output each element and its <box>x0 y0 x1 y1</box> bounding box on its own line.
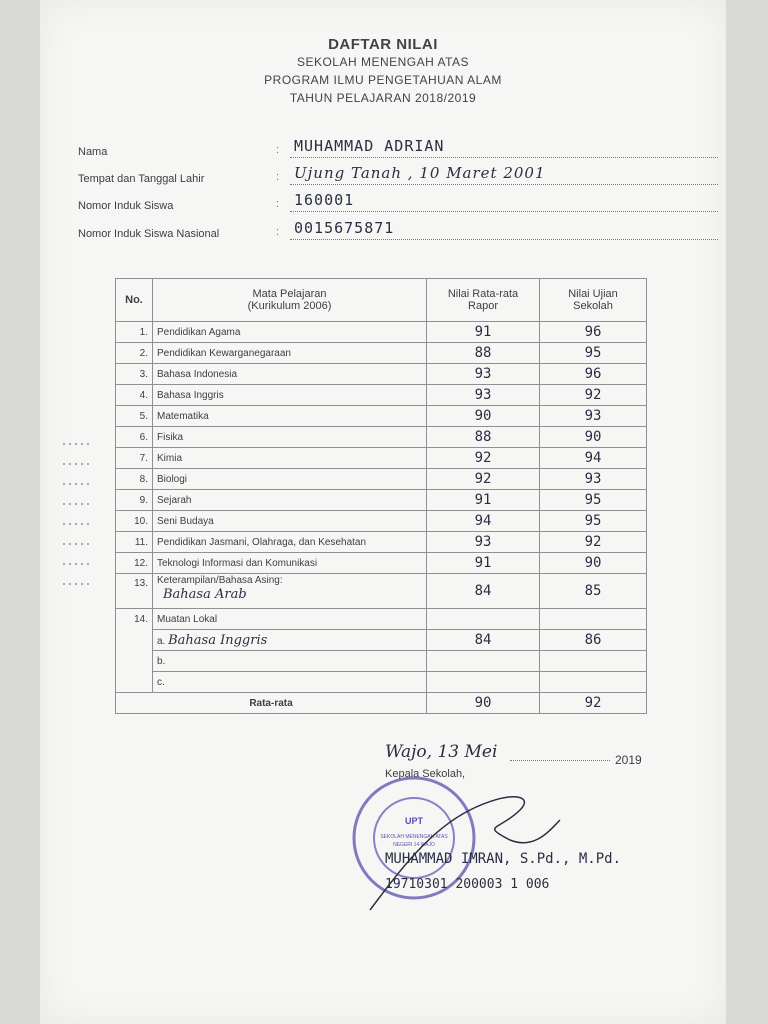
row-number: 5. <box>116 406 153 427</box>
dotted-line <box>290 239 718 240</box>
table-row <box>116 511 647 532</box>
table-row-14b <box>116 651 647 672</box>
sub-prefix: a. <box>157 635 166 647</box>
academic-year: TAHUN PELAJARAN 2018/2019 <box>289 91 477 105</box>
table-row <box>116 406 647 427</box>
exam-value: 93 <box>540 469 647 490</box>
table-row-average <box>116 693 647 714</box>
program-name: PROGRAM ILMU PENGETAHUAN ALAM <box>264 73 502 87</box>
row-number: 8. <box>116 469 153 490</box>
header-rapor-line2: Rapor <box>468 300 498 312</box>
subject-label: Keterampilan/Bahasa Asing: <box>157 575 283 586</box>
identity-row-name <box>78 138 688 158</box>
subject-name: Pendidikan Agama <box>153 322 427 343</box>
exam-value: 95 <box>540 511 647 532</box>
exam-value: 95 <box>540 490 647 511</box>
row-number: 7. <box>116 448 153 469</box>
table-row <box>116 469 647 490</box>
subject-name: Teknologi Informasi dan Komunikasi <box>153 553 427 574</box>
rapor-value: 94 <box>427 511 540 532</box>
subject-handwritten: Bahasa Arab <box>163 587 247 602</box>
row-number <box>116 630 153 651</box>
exam-value: 90 <box>540 553 647 574</box>
table-row <box>116 553 647 574</box>
signature-year: 2019 <box>615 753 642 767</box>
exam-value: 96 <box>540 364 647 385</box>
identity-value: 160001 <box>294 191 355 209</box>
rapor-value: 93 <box>427 385 540 406</box>
exam-value: 86 <box>540 630 647 651</box>
subject-name: Kimia <box>153 448 427 469</box>
sub-prefix: c. <box>153 672 427 693</box>
subject-name: Matematika <box>153 406 427 427</box>
signature-place-date: Wajo, 13 Mei <box>385 742 498 762</box>
average-label: Rata-rata <box>116 693 427 714</box>
dotted-line <box>290 184 718 185</box>
table-row <box>116 343 647 364</box>
row-number: 11. <box>116 532 153 553</box>
exam-value <box>540 672 647 693</box>
subject-label: Muatan Lokal <box>153 609 427 630</box>
table-row-13 <box>116 574 647 609</box>
document-title: DAFTAR NILAI <box>328 36 438 53</box>
identity-row-nisn <box>78 220 688 240</box>
dotted-line <box>510 760 610 761</box>
exam-value: 96 <box>540 322 647 343</box>
rapor-value <box>427 651 540 672</box>
subject-name: Bahasa Inggris <box>153 385 427 406</box>
row-number: 4. <box>116 385 153 406</box>
subject-name: Bahasa Indonesia <box>153 364 427 385</box>
exam-value: 85 <box>540 574 647 609</box>
row-number: 14. <box>116 609 153 630</box>
colon: : <box>276 226 280 238</box>
rapor-value: 91 <box>427 322 540 343</box>
header-subject <box>153 279 427 322</box>
dotted-line <box>290 157 718 158</box>
identity-label: Nomor Induk Siswa Nasional <box>78 228 220 240</box>
rapor-value: 92 <box>427 448 540 469</box>
average-rapor: 90 <box>427 693 540 714</box>
rapor-value: 91 <box>427 490 540 511</box>
rapor-value <box>427 672 540 693</box>
subject-name: Fisika <box>153 427 427 448</box>
subject-name: Seni Budaya <box>153 511 427 532</box>
subject-cell <box>153 574 427 609</box>
table-row-14a <box>116 630 647 651</box>
row-number: 3. <box>116 364 153 385</box>
identity-label: Tempat dan Tanggal Lahir <box>78 173 205 185</box>
row-number: 12. <box>116 553 153 574</box>
exam-value: 92 <box>540 532 647 553</box>
table-row <box>116 427 647 448</box>
table-header-row <box>116 279 647 322</box>
row-number: 6. <box>116 427 153 448</box>
table-row <box>116 385 647 406</box>
signature-scribble <box>360 770 570 920</box>
rapor-value: 91 <box>427 553 540 574</box>
exam-value: 93 <box>540 406 647 427</box>
rapor-value: 84 <box>427 630 540 651</box>
header-subject-line2: (Kurikulum 2006) <box>247 300 332 312</box>
subject-handwritten: Bahasa Inggris <box>168 632 268 648</box>
rapor-value: 90 <box>427 406 540 427</box>
row-number: 13. <box>116 574 153 609</box>
rapor-value <box>427 609 540 630</box>
principal-name: MUHAMMAD IMRAN, S.Pd., M.Pd. <box>385 851 622 867</box>
principal-nip: 19710301 200003 1 006 <box>385 877 550 892</box>
row-number <box>116 651 153 672</box>
header-no: No. <box>116 279 153 322</box>
rapor-value: 92 <box>427 469 540 490</box>
table-row <box>116 448 647 469</box>
identity-value: 0015675871 <box>294 219 395 237</box>
row-number: 1. <box>116 322 153 343</box>
grades-table <box>115 278 647 714</box>
identity-value: MUHAMMAD ADRIAN <box>294 137 445 155</box>
rapor-value: 93 <box>427 532 540 553</box>
row-number <box>116 672 153 693</box>
exam-value: 90 <box>540 427 647 448</box>
header-exam-line2: Sekolah <box>573 300 613 312</box>
exam-value <box>540 609 647 630</box>
colon: : <box>276 171 280 183</box>
subject-cell <box>153 630 427 651</box>
table-row-14c <box>116 672 647 693</box>
header-exam <box>540 279 647 322</box>
identity-label: Nomor Induk Siswa <box>78 200 174 212</box>
header-subject-line1: Mata Pelajaran <box>252 288 327 300</box>
colon: : <box>276 198 280 210</box>
svg-text:UPT: UPT <box>405 816 423 826</box>
identity-row-birth <box>78 165 688 185</box>
identity-value: Ujung Tanah , 10 Maret 2001 <box>294 164 546 182</box>
header-exam-line1: Nilai Ujian <box>568 288 618 300</box>
svg-text:SEKOLAH MENENGAH ATAS: SEKOLAH MENENGAH ATAS <box>380 834 448 840</box>
subject-name: Pendidikan Jasmani, Olahraga, dan Kesehatan <box>153 532 427 553</box>
table-row <box>116 490 647 511</box>
row-number: 10. <box>116 511 153 532</box>
rapor-value: 88 <box>427 427 540 448</box>
identity-row-nis <box>78 192 688 212</box>
subject-name: Pendidikan Kewarganegaraan <box>153 343 427 364</box>
table-row <box>116 322 647 343</box>
colon: : <box>276 144 280 156</box>
sub-prefix: b. <box>153 651 427 672</box>
identity-label: Nama <box>78 146 108 158</box>
binder-holes <box>58 440 98 600</box>
rapor-value: 84 <box>427 574 540 609</box>
table-row <box>116 532 647 553</box>
average-exam: 92 <box>540 693 647 714</box>
document-page <box>40 0 726 1024</box>
exam-value: 92 <box>540 385 647 406</box>
svg-text:NEGERI 14 WAJO: NEGERI 14 WAJO <box>393 842 435 848</box>
subject-name: Biologi <box>153 469 427 490</box>
rapor-value: 93 <box>427 364 540 385</box>
signature-role: Kepala Sekolah, <box>385 768 466 780</box>
table-row <box>116 364 647 385</box>
subject-rows <box>116 322 647 574</box>
subject-name: Sejarah <box>153 490 427 511</box>
exam-value: 95 <box>540 343 647 364</box>
header-rapor <box>427 279 540 322</box>
school-type: SEKOLAH MENENGAH ATAS <box>296 55 470 69</box>
header-rapor-line1: Nilai Rata-rata <box>447 288 519 300</box>
exam-value <box>540 651 647 672</box>
rapor-value: 88 <box>427 343 540 364</box>
exam-value: 94 <box>540 448 647 469</box>
row-number: 9. <box>116 490 153 511</box>
table-row-14 <box>116 609 647 630</box>
row-number: 2. <box>116 343 153 364</box>
dotted-line <box>290 211 718 212</box>
